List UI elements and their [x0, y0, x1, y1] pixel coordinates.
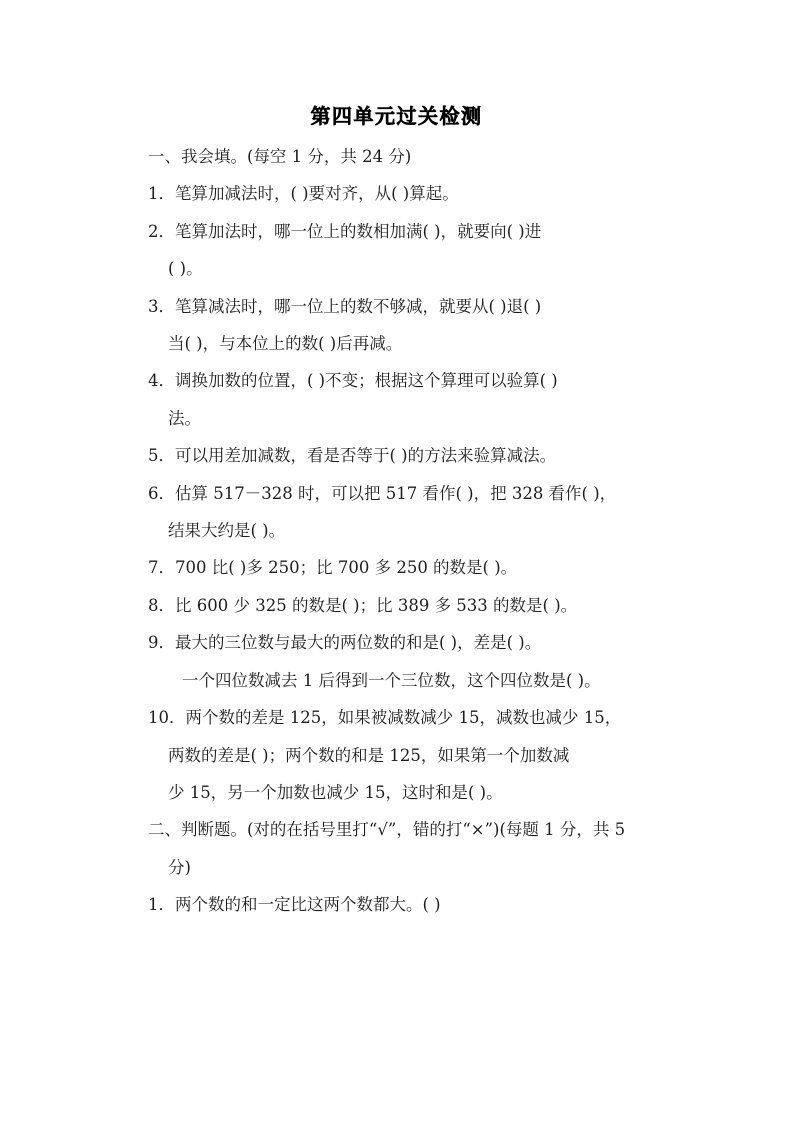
question-6-line-1: 6．估算 517－328 时，可以把 517 看作( )，把 328 看作( )，: [148, 483, 617, 503]
question-4-line-1: 4．调换加数的位置，( )不变；根据这个算理可以验算( ): [148, 371, 558, 391]
question-6-line-2: 结果大约是( )。: [168, 521, 286, 541]
question-3-line-1: 3．笔算减法时，哪一位上的数不够减，就要从( )退( ): [148, 296, 542, 316]
question-1-line-1: 1．笔算加减法时，( )要对齐，从( )算起。: [148, 184, 459, 204]
question-10-line-1: 10．两个数的差是 125，如果被减数减少 15，减数也减少 15，: [148, 708, 622, 728]
question-5-line-1: 5．可以用差加减数，看是否等于( )的方法来验算减法。: [148, 446, 557, 466]
section-heading-true-false-line-2: 分): [168, 857, 191, 877]
question-9-line-1: 9．最大的三位数与最大的两位数的和是( )，差是( )。: [148, 633, 542, 653]
question-9-line-2: 一个四位数减去 1 后得到一个三位数，这个四位数是( )。: [182, 670, 601, 690]
question-4-line-2: 法。: [168, 408, 201, 428]
worksheet-body: [148, 138, 688, 924]
question-10-line-2: 两数的差是( )；两个数的和是 125，如果第一个加数减: [168, 745, 570, 765]
question-8-line-1: 8．比 600 少 325 的数是( )；比 389 多 533 的数是( )。: [148, 595, 578, 615]
question-3-line-2: 当( )，与本位上的数( )后再减。: [168, 334, 403, 354]
question-10-line-3: 少 15，另一个加数也减少 15，这时和是( )。: [168, 782, 503, 802]
section-heading-true-false-line-1: 二、判断题。(对的在括号里打“√”，错的打“×”)(每题 1 分，共 5: [148, 820, 626, 840]
question-2-line-1: 2．笔算加法时，哪一位上的数相加满( )，就要向( )进: [148, 221, 542, 241]
page-title: 第四单元过关检测: [310, 104, 483, 128]
tf-question-1-line-1: 1．两个数的和一定比这两个数都大。( ): [148, 895, 441, 915]
question-7-line-1: 7．700 比( )多 250；比 700 多 250 的数是( )。: [148, 558, 518, 578]
question-2-line-2: ( )。: [168, 259, 203, 279]
section-heading-fill-in: 一、我会填。(每空 1 分，共 24 分): [148, 147, 412, 166]
